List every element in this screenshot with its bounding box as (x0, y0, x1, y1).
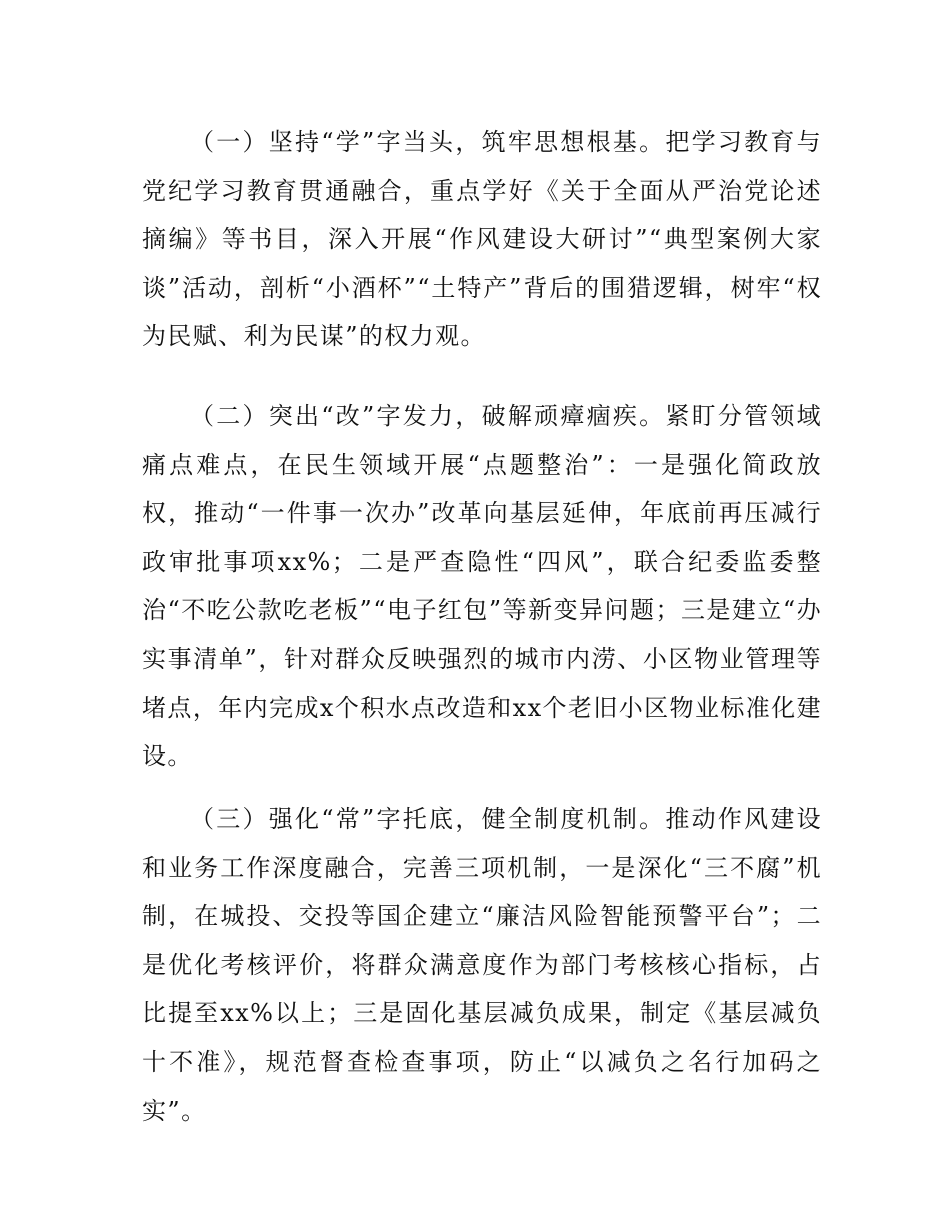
paragraph-2: （二）突出“改”字发力，破解顽瘴痼疾。紧盯分管领域痛点难点，在民生领域开展“点题整治”：一是强化简政放权，推动“一件事一次办”改革向基层延伸，年底前再压减行政审批事项xx%；二是严查隐性“四风”，联合纪委监委整治“不吃公款吃老板”“电子红包”等新变异问题；三是建立“办实事清单”，针对群众反映强烈的城市内涝、小区物业管理等堵点，年内完成x个积水点改造和xx个老旧小区物业标准化建设。 (142, 402, 822, 771)
paragraph-3: （三）强化“常”字托底，健全制度机制。推动作风建设和业务工作深度融合，完善三项机制，一是深化“三不腐”机制，在城投、交投等国企建立“廉洁风险智能预警平台”；二是优化考核评价，将群众满意度作为部门考核核心指标，占比提至xx%以上；三是固化基层减负成果，制定《基层减负十不准》，规范督查检查事项，防止“以减负之名行加码之实”。 (142, 805, 822, 1125)
paragraph-1: （一）坚持“学”字当头，筑牢思想根基。把学习教育与党纪学习教育贯通融合，重点学好《关于全面从严治党论述摘编》等书目，深入开展“作风建设大研讨”“典型案例大家谈”活动，剖析“小酒杯”“土特产”背后的围猎逻辑，树牢“权为民赋、利为民谋”的权力观。 (142, 128, 822, 351)
